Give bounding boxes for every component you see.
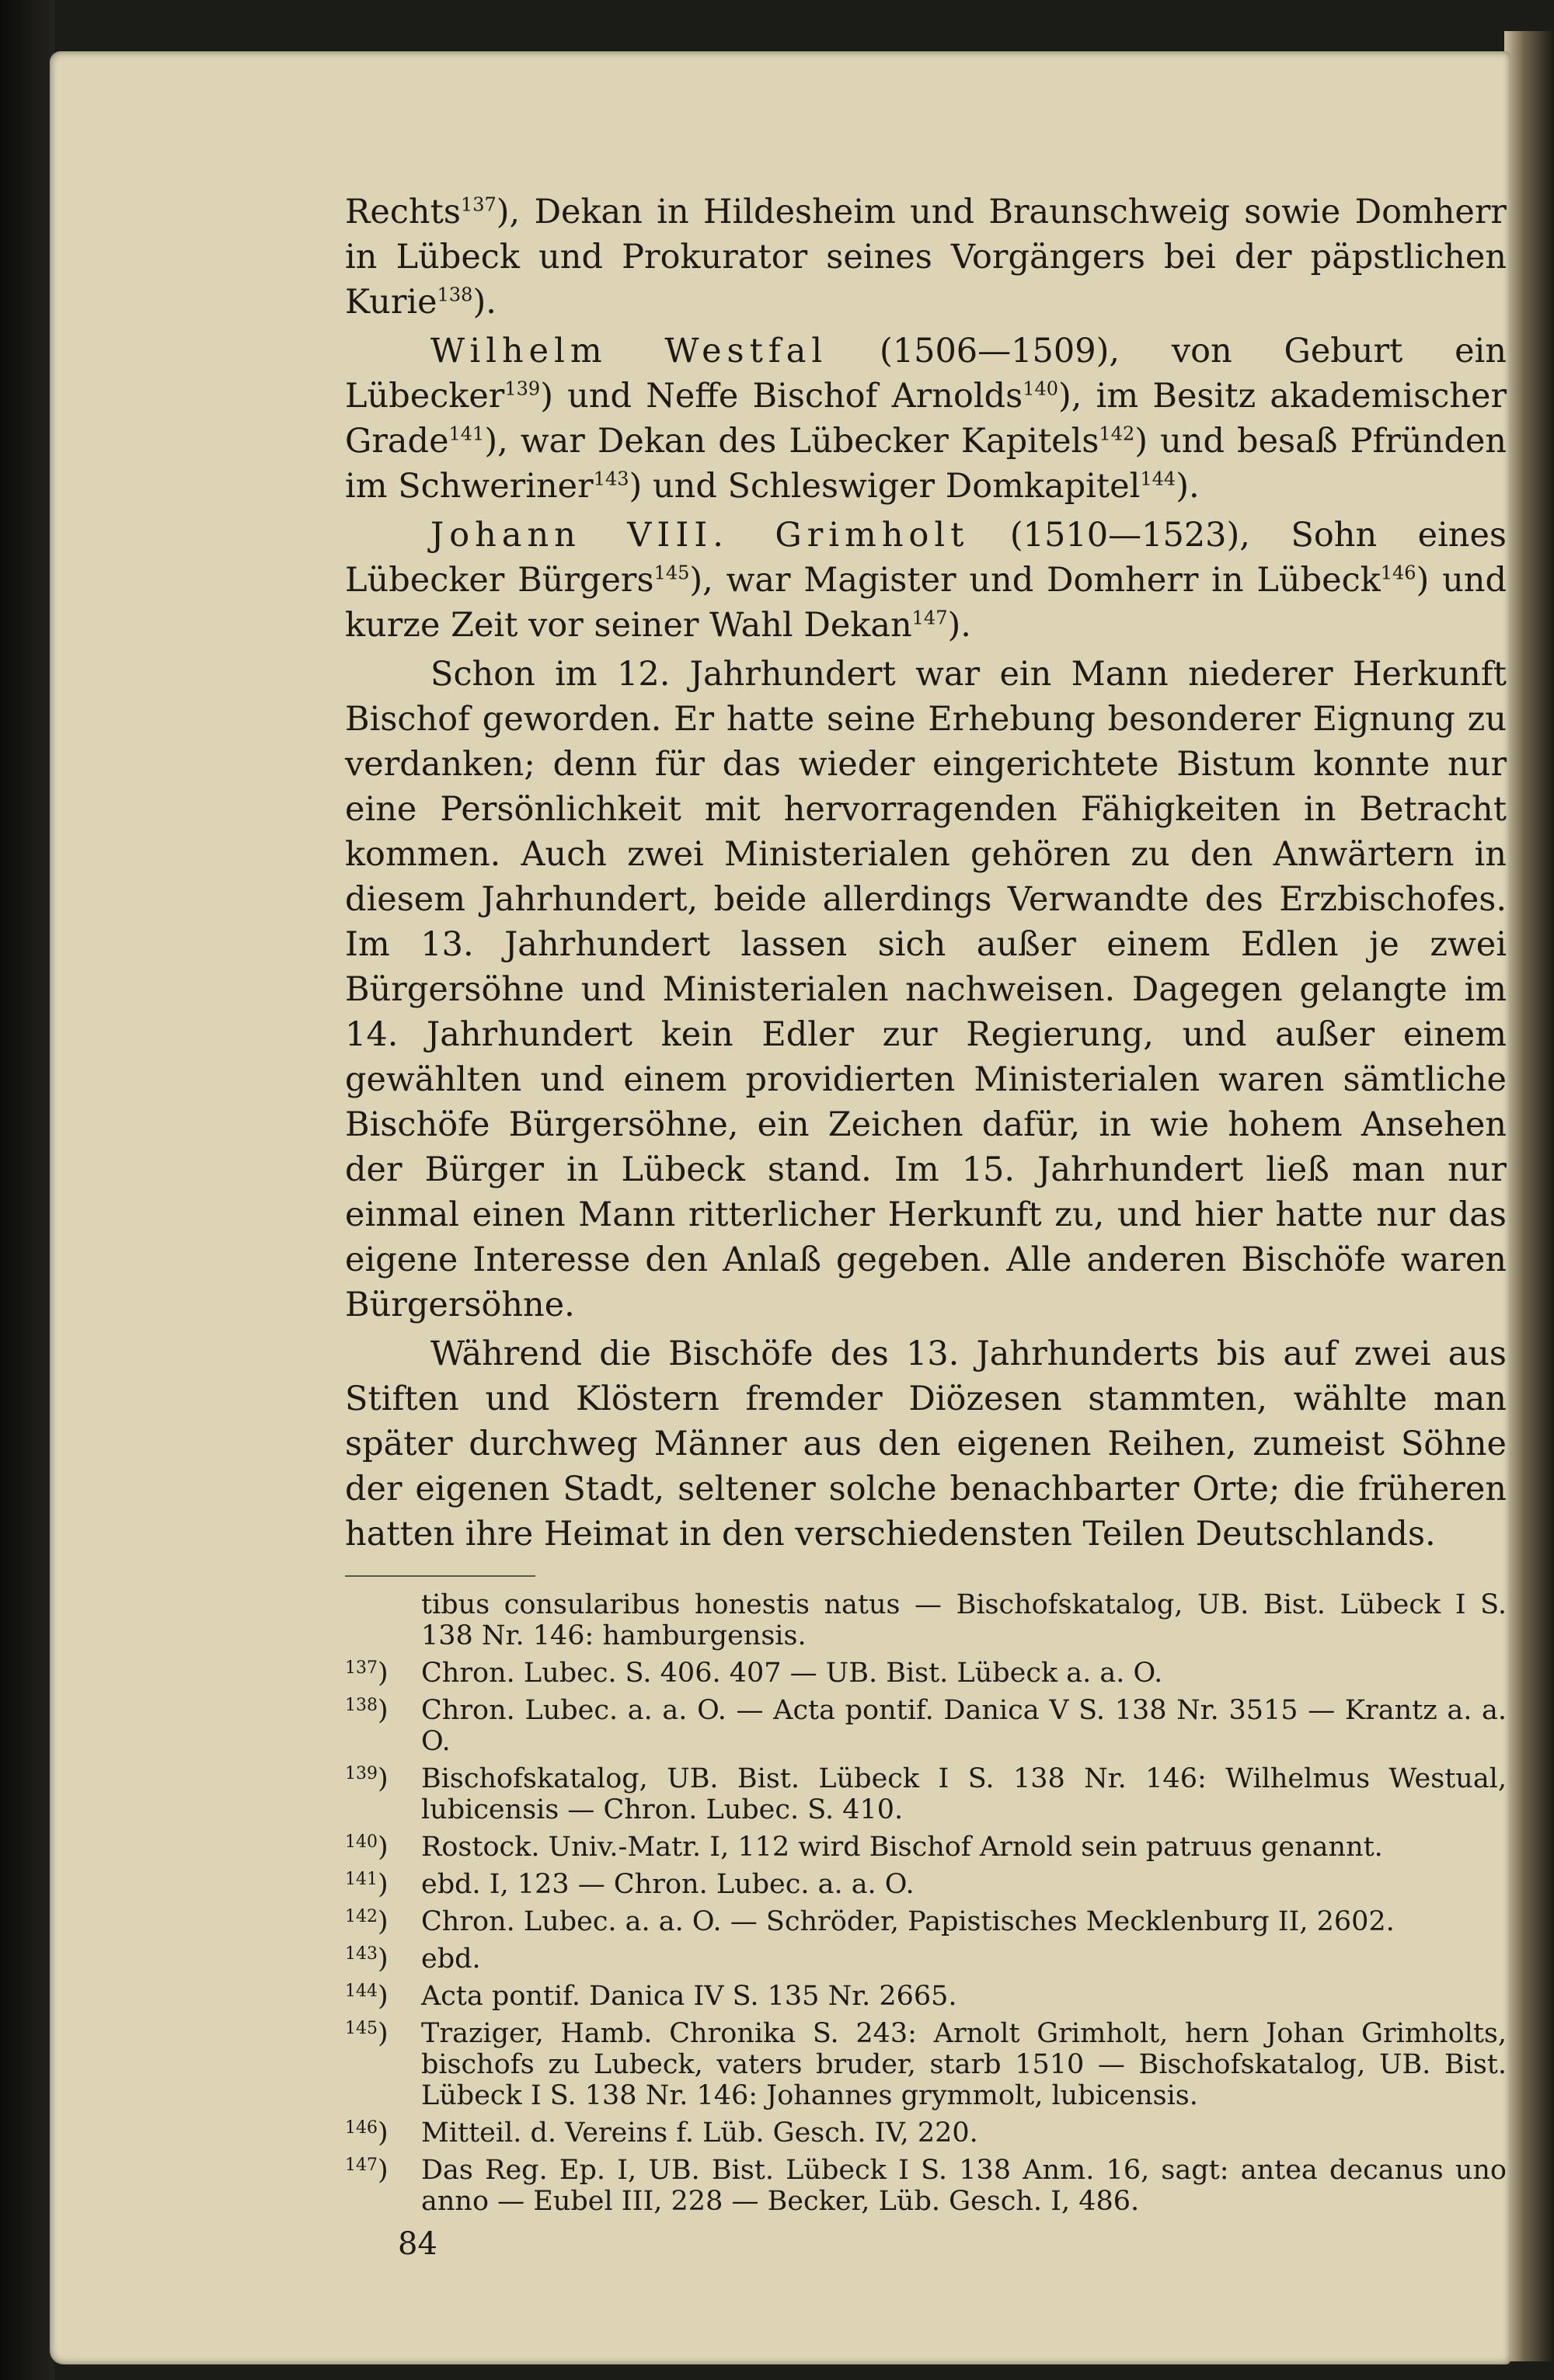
footnote: [345, 1981, 1507, 2012]
footnote-ref: 143: [593, 468, 629, 490]
footnote-number-text: 146: [345, 2118, 378, 2138]
footnote-ref: 145: [653, 562, 690, 584]
page-number: 84: [398, 2226, 437, 2262]
paragraph: [345, 190, 1507, 325]
text-run: ), war Dekan des Lübecker Kapitels: [484, 422, 1099, 461]
footnote-text: Bischofskatalog, UB. Bist. Lübeck I S. 138 Nr. 146: Wilhelmus Westual, lubicensis — Chron. Lubec. S. 410.: [421, 1763, 1507, 1825]
footnote-number-text: 137: [345, 1658, 378, 1678]
paragraph: [345, 329, 1507, 509]
bishop-name: Johann VIII. Grimholt: [430, 516, 970, 555]
footnote-ref: 137: [460, 193, 497, 216]
footnote-text: Das Reg. Ep. I, UB. Bist. Lübeck I S. 138 Anm. 16, sagt: antea decanus uno anno — Eubel III, 228 — Becker, Lüb. Gesch. I, 486.: [421, 2155, 1507, 2217]
footnote: [345, 1695, 1507, 1757]
paragraph: [345, 1331, 1507, 1557]
text-run: (1506—1509), von Geburt ein Lübecker: [345, 332, 1507, 416]
footnote-ref: 141: [448, 423, 485, 445]
footnote-number: $^{141}$): [345, 1869, 388, 1900]
footnote-text: Rostock. Univ.-Matr. I, 112 wird Bischof Arnold sein patruus genannt.: [421, 1832, 1383, 1863]
footnote-text: Chron. Lubec. a. a. O. — Acta pontif. Danica V S. 138 Nr. 3515 — Krantz a. a. O.: [421, 1695, 1507, 1757]
footnote: [345, 1589, 1507, 1651]
footnote-text: Acta pontif. Danica IV S. 135 Nr. 2665.: [421, 1981, 957, 2012]
text-run: ) und Neffe Bischof Arnolds: [540, 377, 1023, 416]
footnotes: [345, 1589, 1507, 2217]
footnote-text: ebd. I, 123 — Chron. Lubec. a. a. O.: [421, 1869, 915, 1900]
footnote-number: $^{139}$): [345, 1763, 388, 1794]
footnote-number: $^{145}$): [345, 2018, 388, 2049]
footnote-ref: 139: [504, 378, 541, 400]
footnote-number-text: 138: [345, 1696, 378, 1715]
footnote-text: Mitteil. d. Vereins f. Lüb. Gesch. IV, 220.: [421, 2117, 978, 2149]
left-shadow: [0, 0, 54, 2380]
footnote-number: $^{143}$): [345, 1943, 388, 1975]
footnote-number: [345, 1589, 421, 1651]
footnote: [345, 1943, 1507, 1975]
footnote-text: Traziger, Hamb. Chronika S. 243: Arnolt Grimholt, hern Johan Grimholts, bischofs zu Lubeck, vaters bruder, starb 1510 — Bischofskatalog, UB. Bist. Lübeck I S. 138 Nr. 146: Johannes grymmolt, lubicensis.: [421, 2018, 1507, 2111]
footnote-number: $^{138}$): [345, 1695, 388, 1726]
page-content: [345, 190, 1507, 2223]
text-run: ) und kurze Zeit vor seiner Wahl Dekan: [345, 561, 1507, 645]
footnote-ref: 138: [437, 284, 473, 306]
footnote: [345, 1906, 1507, 1937]
footnote-ref: 144: [1140, 468, 1176, 490]
footnote-ref: 140: [1023, 378, 1059, 400]
text-run: Während die Bischöfe des 13. Jahrhunderts bis auf zwei aus Stiften und Klöstern fremder Diözesen stammten, wählte man später durchweg Männer aus den eigenen Reihen, zumeist Söhne der eigenen Stadt, seltener solche benachbarter Orte; die früheren hatten ihre Heimat in den verschiedensten Teilen Deutschlands.: [345, 1334, 1507, 1554]
footnote: [345, 2155, 1507, 2217]
footnote-ref: 146: [1380, 562, 1416, 584]
footnote-text: ebd.: [421, 1943, 481, 1975]
footnote-number-text: 147: [345, 2156, 378, 2175]
footnote-number-text: 141: [345, 1870, 378, 1889]
text-run: ), im Besitz akademischer Grade: [345, 377, 1507, 461]
footnote-rule: [345, 1575, 535, 1577]
footnote-number-text: 145: [345, 2019, 378, 2038]
footnote-number: $^{147}$): [345, 2155, 388, 2186]
footnote: [345, 1832, 1507, 1863]
footnote-number-text: 140: [345, 1832, 378, 1852]
footnote-text: tibus consularibus honestis natus — Bischofskatalog, UB. Bist. Lübeck I S. 138 Nr. 146: hamburgensis.: [421, 1589, 1507, 1651]
footnote: [345, 2018, 1507, 2111]
text-run: (1510—1523), Sohn eines Lübecker Bürgers: [345, 516, 1507, 600]
footnote-number-text: 139: [345, 1764, 378, 1783]
text-run: ) und Schleswiger Domkapitel: [629, 467, 1141, 506]
footnote: [345, 1763, 1507, 1825]
paragraph: [345, 652, 1507, 1327]
footnote-number-text: 144: [345, 1982, 378, 2001]
book-page: [50, 51, 1510, 2364]
text-run: ) und besaß Pfründen im Schweriner: [345, 422, 1507, 506]
footnote-number: $^{140}$): [345, 1832, 388, 1863]
bishop-name: Wilhelm Westfal: [430, 332, 828, 371]
footnote-ref: 142: [1099, 423, 1135, 445]
footnote: [345, 1869, 1507, 1900]
footnote-ref: 147: [911, 607, 948, 629]
text-run: ).: [472, 283, 497, 322]
text-run: ).: [1176, 467, 1200, 506]
text-run: ), Dekan in Hildesheim und Braunschweig sowie Domherr in Lübeck und Prokurator seines Vorgängers bei der päpstlichen Kurie: [345, 193, 1507, 322]
text-run: Schon im 12. Jahrhundert war ein Mann niederer Herkunft Bischof geworden. Er hatte seine Erhebung besonderer Eignung zu verdanken; denn für das wieder eingerichtete Bistum konnte nur eine Persönlichkeit mit hervorragenden Fähigkeiten in Betracht kommen. Auch zwei Ministerialen gehören zu den Anwärtern in diesem Jahrhundert, beide allerdings Verwandte des Erzbischofes. Im 13. Jahrhundert lassen sich außer einem Edlen je zwei Bürgersöhne und Ministerialen nachweisen. Dagegen gelangte im 14. Jahrhundert kein Edler zur Regierung, und außer einem gewählten und einem providierten Ministerialen waren sämtliche Bischöfe Bürgersöhne, ein Zeichen dafür, in wie hohem Ansehen der Bürger in Lübeck stand. Im 15. Jahrhundert ließ man nur einmal einen Mann ritterlicher Herkunft zu, und hier hatte nur das eigene Interesse den Anlaß gegeben. Alle anderen Bischöfe waren Bürgersöhne.: [345, 655, 1507, 1324]
text-run: ), war Magister und Domherr in Lübeck: [689, 561, 1381, 600]
footnote-number-text: 143: [345, 1944, 378, 1964]
footnote-number: $^{144}$): [345, 1981, 388, 2012]
footnote: [345, 1658, 1507, 1689]
text-run: ).: [947, 606, 971, 645]
footnote: [345, 2117, 1507, 2149]
paragraph: [345, 513, 1507, 648]
body-text: [345, 190, 1507, 1557]
next-page-edge: [1504, 31, 1554, 2361]
footnote-number: $^{142}$): [345, 1906, 388, 1937]
footnote-number: $^{137}$): [345, 1658, 388, 1689]
footnote-number-text: 142: [345, 1907, 378, 1926]
footnote-number: $^{146}$): [345, 2117, 388, 2149]
text-run: Rechts: [345, 193, 461, 231]
footnote-text: Chron. Lubec. a. a. O. — Schröder, Papistisches Mecklenburg II, 2602.: [421, 1906, 1395, 1937]
footnote-text: Chron. Lubec. S. 406. 407 — UB. Bist. Lübeck a. a. O.: [421, 1658, 1163, 1689]
